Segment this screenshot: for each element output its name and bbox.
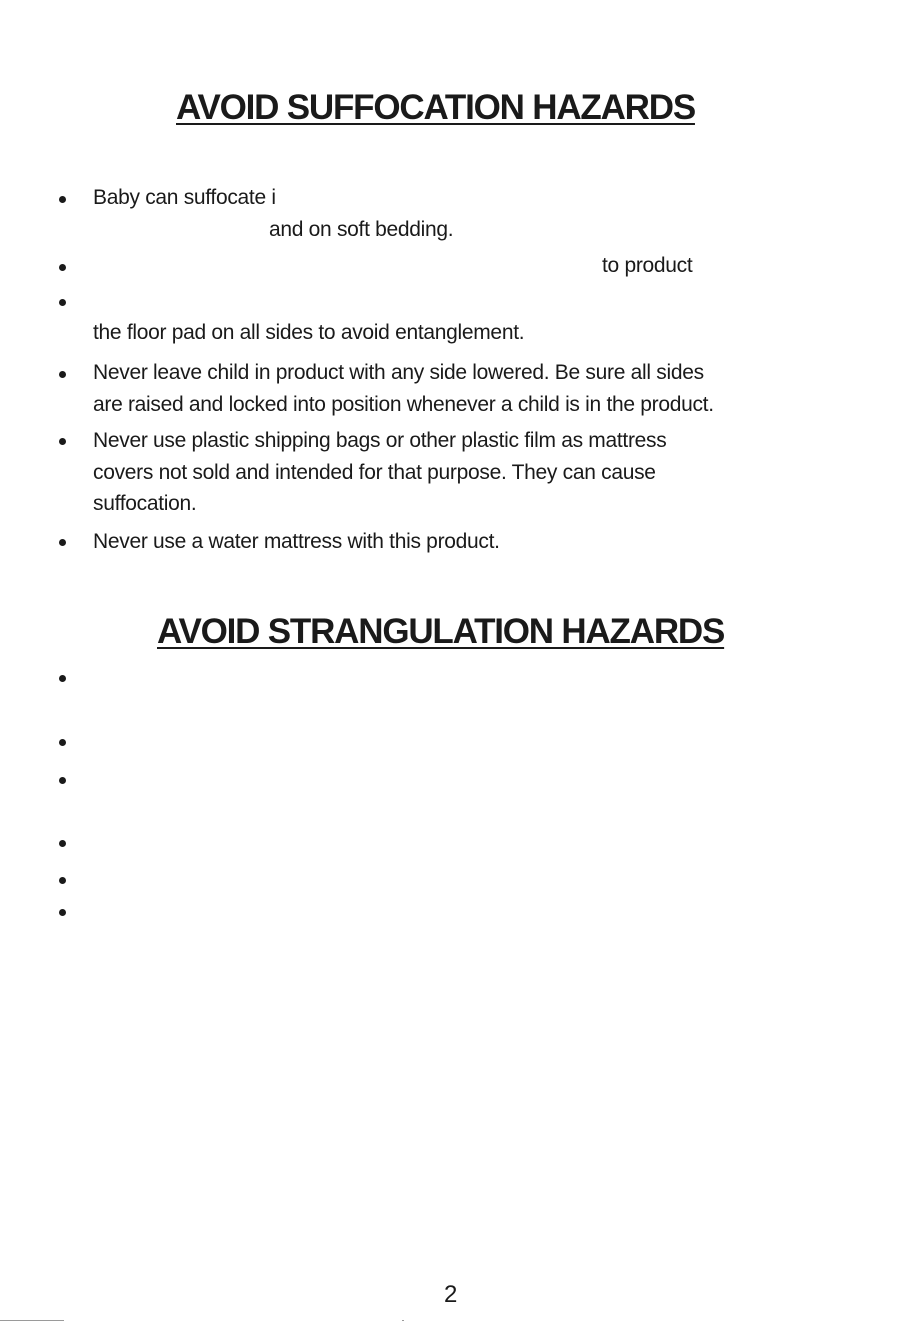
bullet-icon bbox=[59, 877, 66, 884]
suffocation-line: Baby can suffocate i bbox=[93, 186, 276, 209]
bullet-icon bbox=[59, 299, 66, 306]
bullet-icon bbox=[59, 371, 66, 378]
bullet-icon bbox=[59, 264, 66, 271]
bullet-icon bbox=[59, 840, 66, 847]
bullet-icon bbox=[59, 777, 66, 784]
suffocation-line: are raised and locked into position whenever a child is in the product. bbox=[93, 393, 714, 416]
suffocation-line: suffocation. bbox=[93, 492, 197, 515]
bullet-icon bbox=[59, 196, 66, 203]
bullet-icon bbox=[59, 739, 66, 746]
bullet-icon bbox=[59, 539, 66, 546]
bullet-icon bbox=[59, 438, 66, 445]
suffocation-line: Never use plastic shipping bags or other plastic film as mattress bbox=[93, 429, 667, 452]
suffocation-line: the floor pad on all sides to avoid entanglement. bbox=[93, 321, 525, 344]
edge-mark bbox=[0, 1320, 64, 1321]
bullet-icon bbox=[59, 675, 66, 682]
suffocation-line: and on soft bedding. bbox=[269, 218, 454, 241]
suffocation-line: to product bbox=[602, 254, 693, 277]
suffocation-line: Never use a water mattress with this product. bbox=[93, 530, 500, 553]
edge-mark bbox=[402, 1320, 404, 1321]
suffocation-heading: AVOID SUFFOCATION HAZARDS bbox=[176, 88, 695, 127]
bullet-icon bbox=[59, 909, 66, 916]
suffocation-line: covers not sold and intended for that purpose. They can cause bbox=[93, 461, 656, 484]
page-number: 2 bbox=[444, 1281, 458, 1308]
suffocation-line: Never leave child in product with any side lowered. Be sure all sides bbox=[93, 361, 704, 384]
strangulation-heading: AVOID STRANGULATION HAZARDS bbox=[157, 612, 725, 651]
